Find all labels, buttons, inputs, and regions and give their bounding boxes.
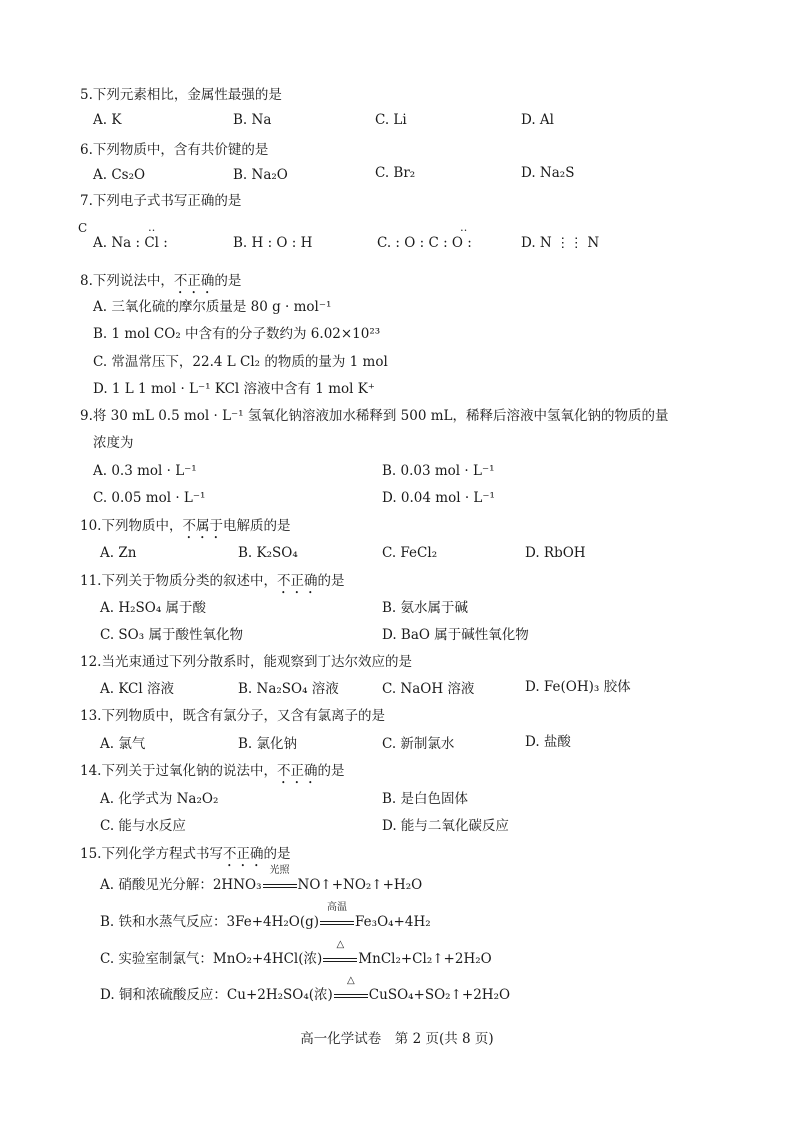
- q5-stem: 5.下列元素相比，金属性最强的是: [80, 87, 282, 103]
- q7-option-b: B. H : O : H: [233, 235, 313, 251]
- q5-option-a: A. K: [93, 112, 122, 128]
- q8-stem-pre: 8.下列说法中，: [80, 273, 174, 289]
- q8-option-a: A. 三氧化硫的摩尔质量是 80 g · mol⁻¹: [93, 299, 332, 315]
- q12-option-b: B. Na₂SO₄ 溶液: [238, 681, 339, 697]
- q14-stem-post: 的是: [317, 763, 345, 779]
- q14-option-c: C. 能与水反应: [100, 818, 186, 834]
- q15-d-condition: △: [346, 975, 355, 986]
- q10-stem-pre: 10.下列物质中，: [80, 518, 183, 534]
- q15-d-reactants: D. 铜和浓硫酸反应：Cu+2H₂SO₄(浓): [100, 987, 333, 1003]
- q15-option-a: [100, 865, 423, 894]
- q14-stem: [80, 762, 344, 787]
- q15-stem-emphasis: 不正确: [222, 846, 264, 862]
- q11-stem-emphasis: 不正确: [276, 573, 318, 589]
- q15-b-condition: 高温: [327, 902, 348, 913]
- q10-option-d: D. RbOH: [525, 545, 586, 561]
- q9-option-c: C. 0.05 mol · L⁻¹: [93, 490, 206, 506]
- q12-option-d: D. Fe(OH)₃ 胶体: [525, 679, 631, 695]
- q5-option-c: C. Li: [375, 112, 407, 128]
- q15-d-products: CuSO₄+SO₂↑+2H₂O: [368, 987, 511, 1003]
- q10-stem-emphasis: 不属于: [182, 518, 223, 534]
- q12-option-a: A. KCl 溶液: [100, 681, 174, 697]
- q11-option-a: A. H₂SO₄ 属于酸: [100, 600, 207, 616]
- q15-b-products: Fe₃O₄+4H₂: [355, 914, 431, 930]
- q13-option-c: C. 新制氯水: [382, 736, 455, 752]
- q13-stem: 13.下列物质中，既含有氯分子，又含有氯离子的是: [80, 708, 385, 724]
- q15-c-condition: △: [336, 939, 345, 950]
- q15-b-reactants: B. 铁和水蒸气反应：3Fe+4H₂O(g): [100, 914, 320, 930]
- q14-stem-pre: 14.下列关于过氧化钠的说法中，: [80, 763, 277, 779]
- q7-option-d: D. N ⋮⋮ N: [521, 235, 600, 251]
- q10-option-a: A. Zn: [100, 545, 137, 561]
- q11-option-d: D. BaO 属于碱性氧化物: [382, 627, 529, 643]
- q13-option-d: D. 盐酸: [525, 734, 571, 750]
- q15-stem-pre: 15.下列化学方程式书写: [80, 846, 223, 862]
- q15-d-arrow: [333, 975, 369, 1004]
- q10-stem-post: 电解质的是: [222, 518, 291, 534]
- q11-stem-post: 的是: [317, 573, 345, 589]
- q8-stem-post: 的是: [214, 273, 242, 289]
- q15-option-c: [100, 939, 492, 968]
- q12-option-c: C. NaOH 溶液: [382, 681, 475, 697]
- q15-a-reactants: A. 硝酸见光分解：2HNO₃: [100, 877, 262, 893]
- q10-option-b: B. K₂SO₄: [238, 545, 298, 561]
- q13-option-b: B. 氯化钠: [238, 736, 298, 752]
- q9-option-a: A. 0.3 mol · L⁻¹: [93, 463, 197, 479]
- q9-option-d: D. 0.04 mol · L⁻¹: [382, 490, 495, 506]
- q15-stem-post: 的是: [263, 846, 291, 862]
- q8-stem-emphasis: 不正确: [173, 273, 215, 289]
- q8-stem: [80, 272, 241, 297]
- q14-option-a: A. 化学式为 Na₂O₂: [100, 791, 219, 807]
- q15-option-d: [100, 975, 511, 1004]
- q6-option-a: A. Cs₂O: [93, 167, 146, 183]
- q14-stem-emphasis: 不正确: [276, 763, 318, 779]
- q14-option-b: B. 是白色固体: [382, 791, 469, 807]
- q6-stem: 6.下列物质中，含有共价键的是: [80, 142, 269, 158]
- q11-stem-pre: 11.下列关于物质分类的叙述中，: [80, 573, 277, 589]
- q7-dots-a: ‥: [148, 221, 156, 234]
- q9-stem-line2: 浓度为: [93, 435, 134, 451]
- q15-c-products: MnCl₂+Cl₂↑+2H₂O: [358, 951, 492, 967]
- q6-option-d: D. Na₂S: [521, 165, 575, 181]
- q10-option-c: C. FeCl₂: [382, 545, 438, 561]
- q15-a-products: NO↑+NO₂↑+H₂O: [297, 877, 423, 893]
- q8-option-c: C. 常温常压下，22.4 L Cl₂ 的物质的量为 1 mol: [93, 354, 388, 370]
- q7-margin-mark: C: [78, 221, 88, 235]
- q15-a-arrow: [262, 865, 298, 894]
- q6-option-b: B. Na₂O: [233, 167, 288, 183]
- q13-option-a: A. 氯气: [100, 736, 146, 752]
- q15-stem: [80, 845, 290, 870]
- q11-option-c: C. SO₃ 属于酸性氧化物: [100, 627, 243, 643]
- q7-option-c: C. : O : C : O :: [377, 235, 472, 251]
- q6-option-c: C. Br₂: [375, 165, 416, 181]
- q12-stem: 12.当光束通过下列分散系时，能观察到丁达尔效应的是: [80, 654, 412, 670]
- q8-option-d: D. 1 L 1 mol · L⁻¹ KCl 溶液中含有 1 mol K⁺: [93, 381, 375, 397]
- q15-b-arrow: [319, 902, 355, 931]
- page-footer: 高一化学试卷 第 2 页(共 8 页): [300, 1031, 494, 1047]
- q10-stem: [80, 517, 290, 542]
- q7-stem: 7.下列电子式书写正确的是: [80, 193, 242, 209]
- q11-stem: [80, 572, 344, 597]
- q15-c-arrow: [322, 939, 358, 968]
- q5-option-b: B. Na: [233, 112, 272, 128]
- q8-option-b: B. 1 mol CO₂ 中含有的分子数约为 6.02×10²³: [93, 326, 381, 342]
- q7-option-a: A. Na : Cl :: [93, 235, 168, 251]
- q15-option-b: [100, 902, 431, 931]
- q9-stem-line1: 9.将 30 mL 0.5 mol · L⁻¹ 氢氧化钠溶液加水稀释到 500 mL，稀释后溶液中氢氧化钠的物质的量: [80, 408, 669, 424]
- q5-option-d: D. Al: [521, 112, 554, 128]
- q14-option-d: D. 能与二氧化碳反应: [382, 818, 509, 834]
- q7-dots-c: ‥: [460, 221, 468, 234]
- q11-option-b: B. 氨水属于碱: [382, 600, 469, 616]
- q15-a-condition: 光照: [269, 865, 290, 876]
- q15-c-reactants: C. 实验室制氯气：MnO₂+4HCl(浓): [100, 951, 323, 967]
- q9-option-b: B. 0.03 mol · L⁻¹: [382, 463, 495, 479]
